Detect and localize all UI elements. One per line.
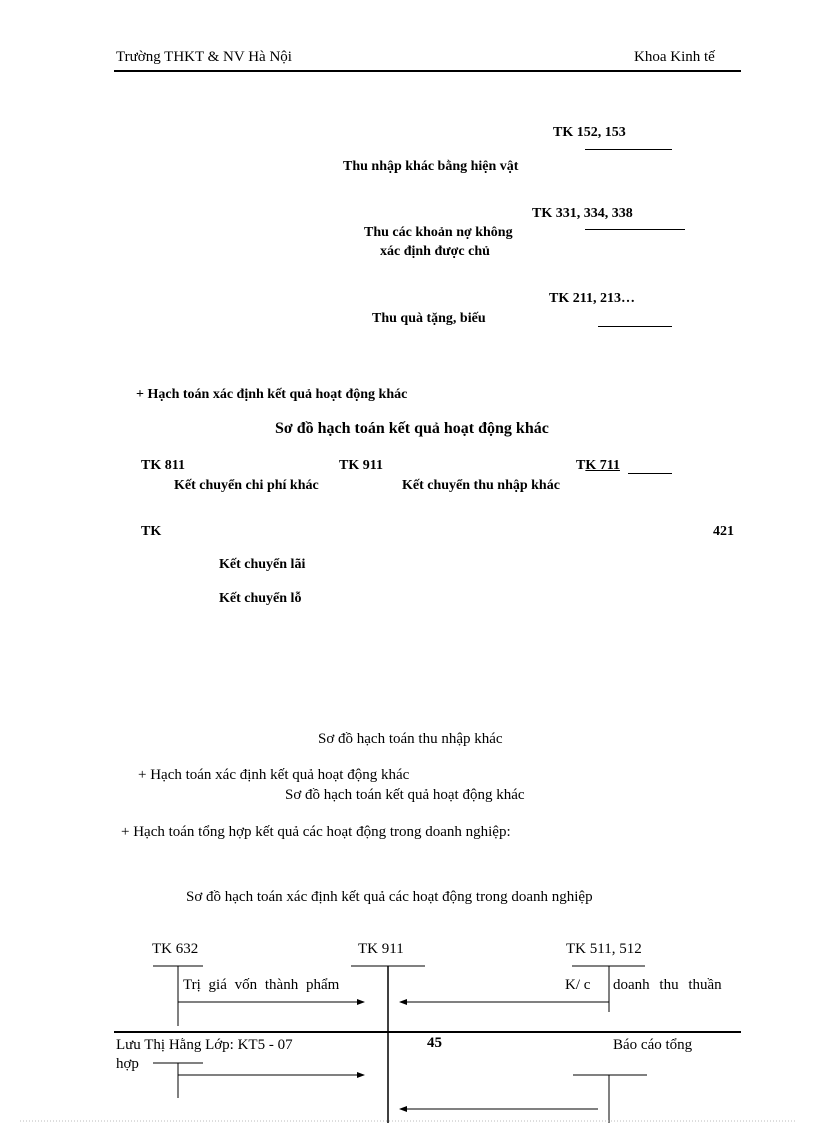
account-331-334-338: TK 331, 334, 338 — [532, 206, 633, 221]
section-hach-toan-khac: + Hạch toán xác định kết quả hoạt động khác — [138, 767, 410, 783]
caption-ket-qua-khac: Sơ đồ hạch toán kết quả hoạt động khác — [285, 787, 525, 803]
thu-qua-tang-label: Thu quà tặng, biếu — [372, 311, 486, 326]
account-711-rest: K 711 — [585, 458, 620, 473]
thu-nhap-hien-vat-label: Thu nhập khác bằng hiện vật — [343, 159, 519, 174]
header-department: Khoa Kinh tế — [634, 49, 715, 65]
account-152-153: TK 152, 153 — [553, 125, 626, 140]
ket-chuyen-chi-phi-label: Kết chuyển chi phí khác — [174, 478, 319, 493]
caption-thu-nhap-khac: Sơ đồ hạch toán thu nhập khác — [318, 731, 503, 747]
section-hach-toan-khac-bold: + Hạch toán xác định kết quả hoạt động khác — [136, 387, 408, 402]
thu-no-label-line2: xác định được chủ — [380, 244, 490, 259]
account-711-prefix: T — [576, 458, 586, 473]
account-811: TK 811 — [141, 458, 185, 473]
footer-page-number: 45 — [427, 1035, 442, 1051]
tri-gia-von-label: Trị giá vốn thành phẩm — [183, 977, 340, 993]
thu-no-label-line1: Thu các khoản nợ không — [364, 225, 513, 240]
account-tk: TK — [141, 524, 162, 539]
account-211-213: TK 211, 213… — [549, 291, 635, 306]
header-school: Trường THKT & NV Hà Nội — [116, 49, 292, 65]
ket-chuyen-thu-nhap-label: Kết chuyển thu nhập khác — [402, 478, 560, 493]
ket-chuyen-lai-label: Kết chuyển lãi — [219, 557, 306, 572]
account-511-512: TK 511, 512 — [566, 941, 642, 957]
account-911: TK 911 — [339, 458, 383, 473]
footer-report-cont: hợp — [116, 1056, 139, 1072]
footer-report: Báo cáo tổng — [613, 1037, 693, 1053]
section-tong-hop: + Hạch toán tổng hợp kết quả các hoạt động trong doanh nghiệp: — [121, 824, 511, 840]
doanh-thu-thuan-label: doanh thu thuần — [613, 977, 722, 993]
account-421: 421 — [713, 524, 734, 539]
footer-author: Lưu Thị Hằng Lớp: KT5 - 07 — [116, 1037, 293, 1053]
kc-prefix-label: K/ c — [565, 977, 591, 993]
account-632: TK 632 — [152, 941, 199, 957]
account-911-d3: TK 911 — [358, 941, 404, 957]
diagram2-title: Sơ đồ hạch toán kết quả hoạt động khác — [275, 420, 549, 437]
ket-chuyen-lo-label: Kết chuyển lỗ — [219, 591, 302, 606]
diagram3-title: Sơ đồ hạch toán xác định kết quả các hoạt động trong doanh nghiệp — [186, 889, 593, 905]
